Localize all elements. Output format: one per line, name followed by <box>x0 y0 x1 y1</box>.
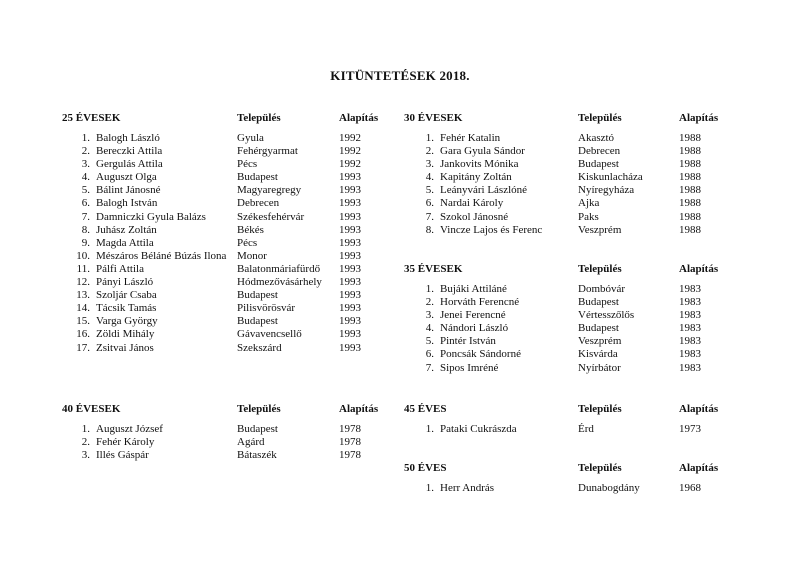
section-heading: 45 ÉVES <box>404 403 447 415</box>
section-heading: 30 ÉVESEK <box>404 112 463 124</box>
founding-year: 1988 <box>679 184 701 197</box>
settlement: Békés <box>237 223 264 236</box>
recipient-name: Pányi László <box>96 276 154 289</box>
founding-year: 1993 <box>339 249 361 262</box>
section-heading: 40 ÉVESEK <box>62 403 121 415</box>
item-number: 8. <box>81 223 90 236</box>
item-number: 12. <box>76 276 90 289</box>
settlement: Debrecen <box>237 197 280 210</box>
founding-year: 1993 <box>339 302 361 315</box>
column-header-year: Alapítás <box>679 263 719 275</box>
settlement: Paks <box>578 210 599 223</box>
item-number: 10. <box>76 249 90 262</box>
recipient-name: Tácsik Tamás <box>96 302 157 315</box>
settlement: Gávavencsellő <box>237 328 302 341</box>
founding-year: 1973 <box>679 423 701 435</box>
settlement: Balatonmáriafürdő <box>237 262 321 275</box>
recipient-name: Kapitány Zoltán <box>440 171 512 184</box>
settlement: Fehérgyarmat <box>237 145 298 158</box>
recipient-name: Fehér Károly <box>96 436 155 449</box>
settlement: Debrecen <box>578 145 621 158</box>
item-number: 7. <box>425 361 434 374</box>
item-number: 2. <box>425 296 434 309</box>
settlement: Budapest <box>237 315 278 328</box>
recipient-name: Jankovits Mónika <box>440 158 519 171</box>
column-header-place: Település <box>578 462 622 474</box>
settlement: Magyaregregy <box>237 184 302 197</box>
item-number: 2. <box>81 145 90 158</box>
founding-year: 1993 <box>339 328 361 341</box>
recipient-name: Sipos Imréné <box>440 361 499 374</box>
founding-year: 1983 <box>679 296 701 309</box>
founding-year: 1978 <box>339 436 361 449</box>
settlement: Dombóvár <box>578 283 626 295</box>
recipient-name: Jenei Ferencné <box>440 309 506 322</box>
item-number: 14. <box>76 302 90 315</box>
recipient-name: Auguszt József <box>96 423 163 435</box>
settlement: Ajka <box>578 197 600 210</box>
recipient-name: Horváth Ferencné <box>440 296 520 309</box>
column-header-year: Alapítás <box>339 112 379 124</box>
founding-year: 1983 <box>679 348 701 361</box>
recipient-name: Fehér Katalin <box>440 132 501 144</box>
item-number: 3. <box>81 158 90 171</box>
founding-year: 1993 <box>339 223 361 236</box>
founding-year: 1992 <box>339 145 361 158</box>
column-header-year: Alapítás <box>679 462 719 474</box>
item-number: 2. <box>425 145 434 158</box>
settlement: Veszprém <box>578 335 622 348</box>
recipient-name: Zöldi Mihály <box>96 328 155 341</box>
item-number: 8. <box>425 223 434 236</box>
recipient-name: Szoljár Csaba <box>96 289 157 302</box>
recipient-name: Poncsák Sándorné <box>440 348 521 361</box>
founding-year: 1993 <box>339 276 361 289</box>
recipient-name: Bujáki Attiláné <box>440 283 507 295</box>
settlement: Kisvárda <box>578 348 618 361</box>
item-number: 1. <box>81 423 90 435</box>
founding-year: 1992 <box>339 158 361 171</box>
recipient-name: Nándori László <box>440 322 509 335</box>
recipient-name: Magda Attila <box>96 236 154 249</box>
settlement: Nyíregyháza <box>578 184 635 197</box>
founding-year: 1978 <box>339 449 361 462</box>
settlement: Pilisvörösvár <box>237 302 296 315</box>
settlement: Kiskunlacháza <box>578 171 643 184</box>
settlement: Budapest <box>237 289 278 302</box>
item-number: 3. <box>425 309 434 322</box>
recipient-name: Leányvári Lászlóné <box>440 184 528 197</box>
column-header-year: Alapítás <box>339 403 379 415</box>
settlement: Nyírbátor <box>578 361 621 374</box>
recipient-name: Varga György <box>96 315 158 328</box>
item-number: 1. <box>425 132 434 144</box>
founding-year: 1993 <box>339 171 361 184</box>
recipient-name: Nardai Károly <box>440 197 504 210</box>
founding-year: 1993 <box>339 289 361 302</box>
founding-year: 1988 <box>679 197 701 210</box>
settlement: Budapest <box>237 171 278 184</box>
recipient-name: Gara Gyula Sándor <box>440 145 525 158</box>
item-number: 4. <box>81 171 90 184</box>
recipient-name: Balogh László <box>96 132 160 144</box>
founding-year: 1983 <box>679 309 701 322</box>
founding-year: 1983 <box>679 322 701 335</box>
settlement: Agárd <box>237 436 265 449</box>
settlement: Szekszárd <box>237 341 282 354</box>
founding-year: 1988 <box>679 171 701 184</box>
settlement: Pécs <box>237 236 258 249</box>
founding-year: 1988 <box>679 223 701 236</box>
recipient-name: Auguszt Olga <box>96 171 157 184</box>
settlement: Budapest <box>237 423 278 435</box>
item-number: 6. <box>425 348 434 361</box>
founding-year: 1992 <box>339 132 361 144</box>
item-number: 7. <box>425 210 434 223</box>
item-number: 17. <box>76 341 90 354</box>
settlement: Vértesszőlős <box>578 309 635 322</box>
item-number: 13. <box>76 289 90 302</box>
settlement: Veszprém <box>578 223 622 236</box>
recipient-name: Damniczki Gyula Balázs <box>96 210 206 223</box>
item-number: 6. <box>81 197 90 210</box>
item-number: 4. <box>425 171 434 184</box>
recipient-name: Szokol Jánosné <box>440 210 509 223</box>
recipient-name: Juhász Zoltán <box>96 223 157 236</box>
recipient-name: Vincze Lajos és Ferenc <box>440 223 543 236</box>
recipient-name: Illés Gáspár <box>96 449 149 462</box>
item-number: 9. <box>81 236 90 249</box>
item-number: 1. <box>425 283 434 295</box>
founding-year: 1993 <box>339 236 361 249</box>
recipient-name: Mészáros Béláné Búzás Ilona <box>96 249 227 262</box>
item-number: 7. <box>81 210 90 223</box>
recipient-name: Zsitvai János <box>96 341 154 354</box>
founding-year: 1983 <box>679 335 701 348</box>
founding-year: 1968 <box>679 482 701 494</box>
section-heading: 25 ÉVESEK <box>62 112 121 124</box>
settlement: Székesfehérvár <box>237 210 305 223</box>
recipient-name: Bálint Jánosné <box>96 184 161 197</box>
column-header-place: Település <box>578 112 622 124</box>
item-number: 2. <box>81 436 90 449</box>
settlement: Budapest <box>578 322 619 335</box>
item-number: 1. <box>425 482 434 494</box>
item-number: 3. <box>81 449 90 462</box>
settlement: Budapest <box>578 158 619 171</box>
column-header-year: Alapítás <box>679 403 719 415</box>
page-title: KITÜNTETÉSEK 2018. <box>330 68 470 83</box>
settlement: Pécs <box>237 158 258 171</box>
founding-year: 1993 <box>339 184 361 197</box>
item-number: 5. <box>81 184 90 197</box>
recipient-name: Pataki Cukrászda <box>440 423 517 435</box>
column-header-place: Település <box>578 403 622 415</box>
column-header-place: Település <box>237 403 281 415</box>
settlement: Érd <box>578 423 594 435</box>
founding-year: 1988 <box>679 210 701 223</box>
column-header-place: Település <box>237 112 281 124</box>
founding-year: 1988 <box>679 158 701 171</box>
founding-year: 1978 <box>339 423 361 435</box>
settlement: Monor <box>237 249 267 262</box>
item-number: 3. <box>425 158 434 171</box>
settlement: Dunabogdány <box>578 482 640 494</box>
recipient-name: Pálfi Attila <box>96 262 144 275</box>
section-heading: 50 ÉVES <box>404 462 447 474</box>
settlement: Hódmezővásárhely <box>237 276 322 289</box>
recipient-name: Pintér István <box>440 335 496 348</box>
item-number: 5. <box>425 335 434 348</box>
founding-year: 1983 <box>679 283 701 295</box>
founding-year: 1988 <box>679 145 701 158</box>
settlement: Akasztó <box>578 132 615 144</box>
founding-year: 1983 <box>679 361 701 374</box>
settlement: Gyula <box>237 132 264 144</box>
settlement: Bátaszék <box>237 449 277 462</box>
founding-year: 1993 <box>339 197 361 210</box>
founding-year: 1988 <box>679 132 701 144</box>
founding-year: 1993 <box>339 262 361 275</box>
recipient-name: Bereczki Attila <box>96 145 163 158</box>
column-header-place: Település <box>578 263 622 275</box>
founding-year: 1993 <box>339 341 361 354</box>
column-header-year: Alapítás <box>679 112 719 124</box>
item-number: 11. <box>76 262 90 275</box>
item-number: 16. <box>76 328 90 341</box>
item-number: 6. <box>425 197 434 210</box>
item-number: 1. <box>425 423 434 435</box>
item-number: 5. <box>425 184 434 197</box>
section-heading: 35 ÉVESEK <box>404 263 463 275</box>
recipient-name: Gergulás Attila <box>96 158 163 171</box>
founding-year: 1993 <box>339 210 361 223</box>
founding-year: 1993 <box>339 315 361 328</box>
item-number: 4. <box>425 322 434 335</box>
item-number: 15. <box>76 315 90 328</box>
item-number: 1. <box>81 132 90 144</box>
settlement: Budapest <box>578 296 619 309</box>
recipient-name: Herr András <box>440 482 495 494</box>
recipient-name: Balogh István <box>96 197 158 210</box>
